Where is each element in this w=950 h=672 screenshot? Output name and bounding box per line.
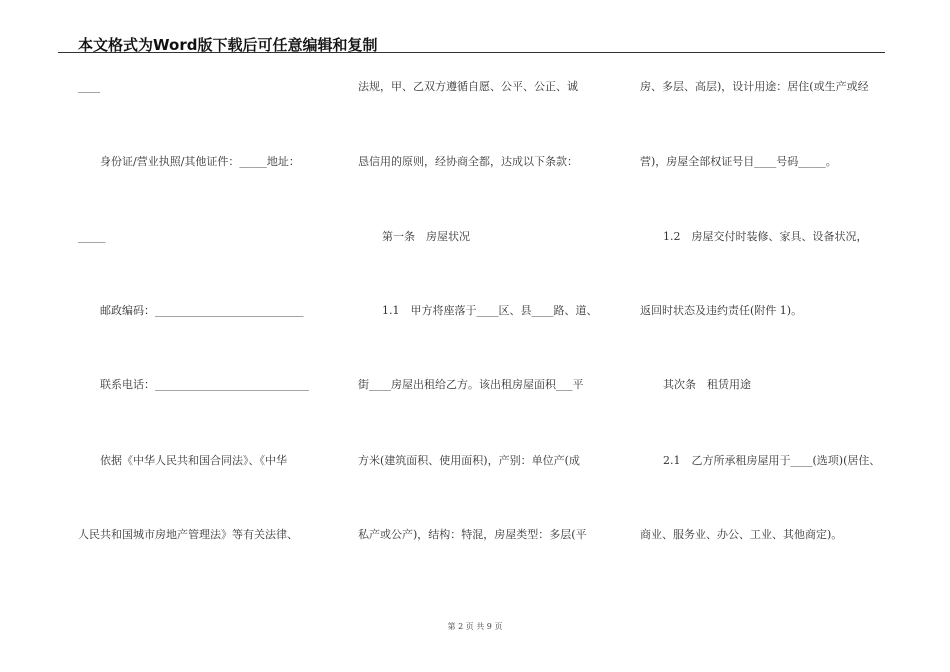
col2-line-5: 街____房屋出租给乙方。该出租房屋面积___平 (358, 378, 584, 391)
col2-line-1: 法规，甲、乙双方遵循自愿、公平、公正、诚 (358, 80, 578, 93)
col1-line-4: 邮政编码：___________________________ (100, 304, 304, 317)
col2-line-7: 私产或公产)，结构：特混，房屋类型：多层(平 (358, 528, 587, 541)
col3-line-7: 商业、服务业、办公、工业、其他商定)。 (640, 528, 843, 541)
col2-line-2: 恳信用的原则，经协商全都，达成以下条款： (358, 155, 578, 168)
col1-line-5: 联系电话：____________________________ (100, 378, 309, 391)
col2-line-3: 第一条 房屋状况 (382, 230, 470, 243)
col2-line-4: 1.1 甲方将座落于____区、县____路、道、 (382, 304, 598, 317)
document-header-title: 本文格式为Word版下载后可任意编辑和复制 (78, 36, 378, 54)
col1-line-3: _____ (78, 230, 106, 243)
col3-line-3: 1.2 房屋交付时装修、家具、设备状况， (663, 230, 868, 243)
col1-line-7: 人民共和国城市房地产管理法》等有关法律、 (78, 528, 298, 541)
col1-line-6: 依据《中华人民共和国合同法》、《中华 (100, 454, 287, 467)
col1-line-1: ____ (78, 80, 100, 93)
col3-line-1: 房、多层、高层)，设计用途：居住(或生产或经 (640, 80, 869, 93)
col3-line-2: 营)，房屋全部权证号目____号码_____。 (640, 155, 837, 168)
col1-line-2: 身份证/营业执照/其他证件：_____地址： (100, 155, 300, 168)
header-divider (58, 52, 885, 53)
col2-line-6: 方米(建筑面积、使用面积)，产别：单位产(成 (358, 454, 580, 467)
col3-line-6: 2.1 乙方所承租房屋用于____(选项)(居住、 (663, 454, 881, 467)
col3-line-5: 其次条 租赁用途 (663, 378, 751, 391)
col3-line-4: 返回时状态及违约责任(附件 1)。 (640, 304, 803, 317)
page-number-footer: 第 2 页 共 9 页 (447, 622, 503, 631)
